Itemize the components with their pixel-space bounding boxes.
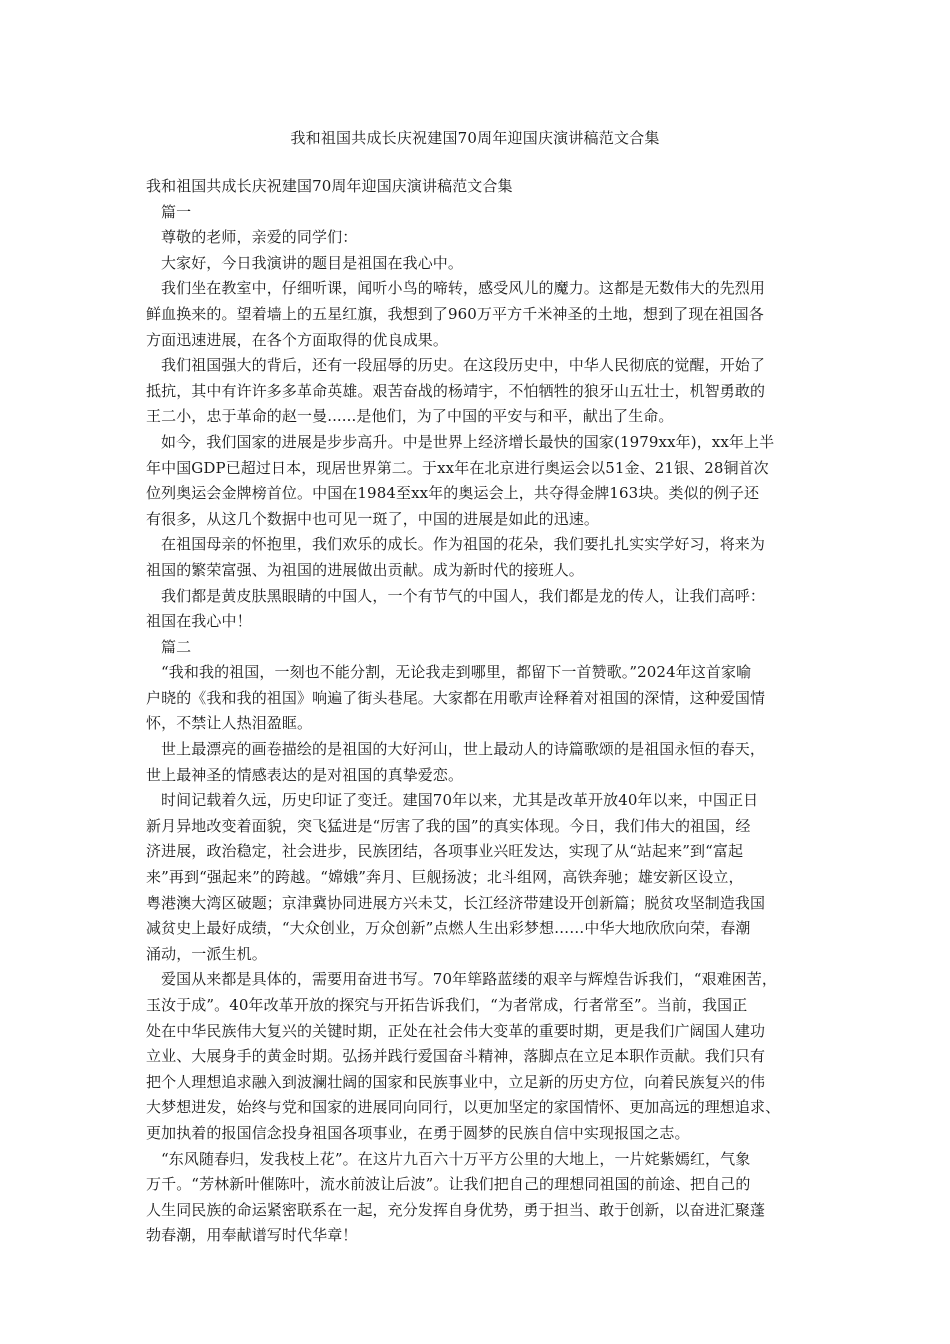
document-title: 我和祖国共成长庆祝建国70周年迎国庆演讲稿范文合集 xyxy=(290,129,660,147)
body-line: 爱国从来都是具体的，需要用奋进书写。70年筚路蓝缕的艰辛与辉煌告诉我们，“艰难困苦， xyxy=(161,970,777,989)
body-line: 减贫史上最好成绩，“大众创业，万众创新”点燃人生出彩梦想……中华大地欣欣向荣，春潮 xyxy=(146,919,751,938)
body-line: 年中国GDP已超过日本，现居世界第二。于xx年在北京进行奥运会以51金、21银、28铜首次 xyxy=(146,458,769,477)
body-line: 祖国在我心中！ xyxy=(146,612,252,631)
body-line: 祖国的繁荣富强、为祖国的进展做出贡献。成为新时代的接班人。 xyxy=(146,560,584,579)
body-line: 如今，我们国家的进展是步步高升。中是世界上经济增长最快的国家(1979xx年)，xx年上半 xyxy=(161,432,775,451)
body-line: 我们坐在教室中，仔细听课，闻听小鸟的啼转，感受风儿的魔力。这都是无数伟大的先烈用 xyxy=(161,279,766,298)
body-line: 把个人理想追求融入到波澜壮阔的国家和民族事业中，立足新的历史方位，向着民族复兴的伟 xyxy=(146,1072,766,1091)
body-line: 大梦想进发，始终与党和国家的进展同向同行，以更加坚定的家国情怀、更加高远的理想追求、 xyxy=(146,1098,781,1117)
body-line: 粤港澳大湾区破题；京津冀协同进展方兴未艾，长江经济带建设开创新篇；脱贫攻坚制造我国 xyxy=(146,893,766,912)
body-line: 我们祖国强大的背后，还有一段屈辱的历史。在这段历史中，中华人民彻底的觉醒，开始了 xyxy=(161,356,766,375)
body-line: “我和我的祖国，一刻也不能分割，无论我走到哪里，都留下一首赞歌。”2024年这首家喻 xyxy=(161,663,752,682)
body-line: 勃春潮，用奉献谱写时代华章！ xyxy=(146,1226,358,1245)
body-line: 户晓的《我和我的祖国》响遍了街头巷尾。大家都在用歌声诠释着对祖国的深情，这种爱国情 xyxy=(146,688,766,707)
body-line: 世上最神圣的情感表达的是对祖国的真挚爱恋。 xyxy=(146,765,464,784)
body-line: 我们都是黄皮肤黑眼睛的中国人，一个有节气的中国人，我们都是龙的传人，让我们高呼： xyxy=(161,586,766,605)
body-line: 来”再到“强起来”的跨越。“嫦娥”奔月、巨舰扬波；北斗组网，高铁奔驰；雄安新区设立， xyxy=(146,868,744,887)
body-line: 鲜血换来的。望着墙上的五星红旗，我想到了960万平方千米神圣的土地，想到了现在祖国各 xyxy=(146,304,764,323)
body-line: 世上最漂亮的画卷描绘的是祖国的大好河山，世上最动人的诗篇歌颂的是祖国永恒的春天， xyxy=(161,740,766,759)
body-line: 尊敬的老师，亲爱的同学们： xyxy=(161,228,358,247)
body-line: 万千。“芳林新叶催陈叶，流水前波让后波”。让我们把自己的理想同祖国的前途、把自己的 xyxy=(146,1175,751,1194)
body-line: 王二小，忠于革命的赵一曼......是他们，为了中国的平安与和平，献出了生命。 xyxy=(146,407,674,426)
body-line: 我和祖国共成长庆祝建国70周年迎国庆演讲稿范文合集 xyxy=(146,177,513,195)
body-line: 篇一 xyxy=(161,202,192,221)
body-line: 处在中华民族伟大复兴的关键时期，正处在社会伟大变革的重要时期，更是我们广阔国人建功 xyxy=(146,1021,766,1040)
body-line: 涌动，一派生机。 xyxy=(146,944,267,963)
body-line: 怀，不禁让人热泪盈眶。 xyxy=(146,714,313,733)
body-line: 方面迅速进展，在各个方面取得的优良成果。 xyxy=(146,330,449,349)
body-line: 济进展，政治稳定，社会进步，民族团结，各项事业兴旺发达，实现了从“站起来”到“富起 xyxy=(146,842,744,861)
body-line: 更加执着的报国信念投身祖国各项事业，在勇于圆梦的民族自信中实现报国之志。 xyxy=(146,1123,690,1142)
body-line: 时间记载着久远，历史印证了变迁。建国70年以来，尤其是改革开放40年以来，中国正日 xyxy=(161,791,759,810)
body-line: 在祖国母亲的怀抱里，我们欢乐的成长。作为祖国的花朵，我们要扎扎实实学好习，将来为 xyxy=(161,535,766,554)
body-line: 有很多，从这几个数据中也可见一斑了，中国的进展是如此的迅速。 xyxy=(146,509,600,528)
body-line: 人生同民族的命运紧密联系在一起，充分发挥自身优势，勇于担当、敢于创新，以奋进汇聚蓬 xyxy=(146,1200,766,1219)
body-line: 位列奥运会金牌榜首位。中国在1984至xx年的奥运会上，共夺得金牌163块。类似的例子还 xyxy=(146,484,760,503)
document-body xyxy=(146,174,806,1249)
body-line: 篇二 xyxy=(161,637,192,656)
body-line: 立业、大展身手的黄金时期。弘扬并践行爱国奋斗精神，落脚点在立足本职作贡献。我们只有 xyxy=(146,1047,766,1066)
body-line: “东风随春归，发我枝上花”。在这片九百六十万平方公里的大地上，一片姹紫嫣红，气象 xyxy=(161,1149,751,1168)
body-line: 玉汝于成”。40年改革开放的探究与开拓告诉我们，“为者常成，行者常至”。当前，我国正 xyxy=(146,996,748,1014)
body-line: 抵抗，其中有许许多多革命英雄。艰苦奋战的杨靖宇，不怕牺牲的狼牙山五壮士，机智勇敢的 xyxy=(146,381,766,400)
body-line: 大家好，今日我演讲的题目是祖国在我心中。 xyxy=(161,253,464,272)
body-line: 新月异地改变着面貌，突飞猛进是“厉害了我的国”的真实体现。今日，我们伟大的祖国，经 xyxy=(146,816,751,835)
